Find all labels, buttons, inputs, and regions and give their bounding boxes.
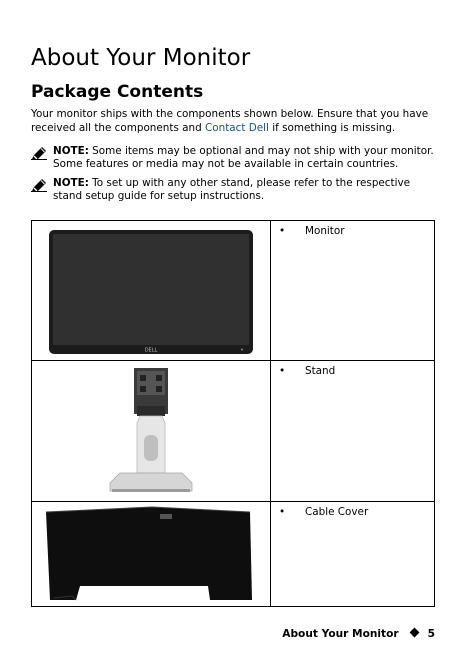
intro-text: Your monitor ships with the components shown below. Ensure that you have received all the components and <box>31 108 429 134</box>
page-title: About Your Monitor <box>31 45 251 71</box>
item-label-monitor: Monitor <box>305 225 345 237</box>
package-contents-table <box>31 220 435 607</box>
note-label: NOTE: <box>53 145 89 157</box>
note-text <box>53 145 441 171</box>
monitor-label-cell <box>271 221 435 361</box>
stand-label-cell <box>271 361 435 502</box>
stand-image-cell <box>32 361 271 502</box>
note-body: Some items may be optional and may not ship with your monitor. Some features or media may not be available in certain countries. <box>53 145 434 170</box>
contact-dell-link[interactable]: Contact Dell <box>205 121 269 134</box>
note-pencil-icon <box>31 178 47 192</box>
intro-paragraph <box>31 108 441 135</box>
intro-text-end: if something is missing. <box>268 121 396 134</box>
note-label: NOTE: <box>53 177 89 189</box>
note-body: To set up with any other stand, please refer to the respective stand setup guide for setup instructions. <box>53 177 411 202</box>
note-pencil-icon <box>31 146 47 160</box>
footer-section: About Your Monitor <box>282 628 399 640</box>
section-title: Package Contents <box>31 82 204 102</box>
cable-cover-label-cell <box>271 502 435 607</box>
diamond-icon <box>409 628 419 638</box>
note-text <box>53 177 441 203</box>
monitor-image-cell <box>32 221 271 361</box>
table-row <box>32 361 435 502</box>
page-number: 5 <box>427 628 435 640</box>
bullet: • <box>279 506 286 518</box>
item-label-cable-cover: Cable Cover <box>305 506 369 518</box>
page-footer <box>282 628 435 640</box>
dell-logo: DELL <box>144 347 158 354</box>
cable-cover-image-cell <box>32 502 271 607</box>
cable-cover-image <box>32 502 270 606</box>
monitor-image <box>32 221 270 360</box>
bullet: • <box>279 365 286 377</box>
bullet: • <box>279 225 286 237</box>
item-label-stand: Stand <box>305 365 336 377</box>
table-row <box>32 502 435 607</box>
stand-image <box>32 361 270 501</box>
table-row <box>32 221 435 361</box>
